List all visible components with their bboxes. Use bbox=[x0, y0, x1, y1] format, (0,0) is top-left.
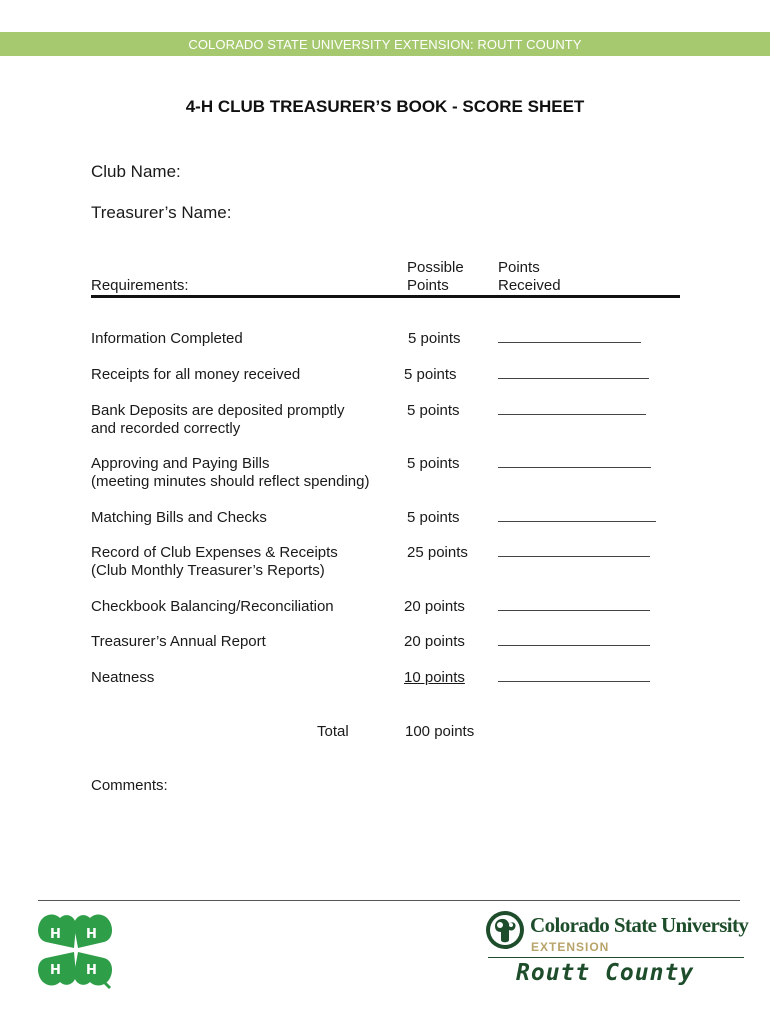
points-received-blank[interactable] bbox=[498, 645, 650, 646]
points-received-blank[interactable] bbox=[498, 378, 649, 379]
total-label: Total bbox=[317, 723, 349, 740]
possible-points-value: 10 points bbox=[404, 669, 465, 686]
page-title: 4-H CLUB TREASURER’S BOOK - SCORE SHEET bbox=[185, 97, 585, 116]
points-received-blank[interactable] bbox=[498, 342, 641, 343]
requirements-header: Requirements: bbox=[91, 277, 189, 294]
possible-points-header bbox=[407, 259, 464, 295]
csu-wordmark: Colorado State University bbox=[530, 913, 749, 937]
possible-points-value: 20 points bbox=[404, 598, 465, 615]
points-received-blank[interactable] bbox=[498, 556, 650, 557]
points-received-header-line2: Received bbox=[498, 277, 561, 294]
possible-points-header-line2: Points bbox=[407, 277, 449, 294]
points-received-blank[interactable] bbox=[498, 521, 656, 522]
requirement-label: Neatness bbox=[91, 669, 155, 686]
possible-points-value: 25 points bbox=[407, 544, 468, 561]
svg-text:H: H bbox=[50, 927, 61, 942]
possible-points-value: 20 points bbox=[404, 633, 465, 650]
svg-text:H: H bbox=[86, 963, 97, 978]
header-banner: COLORADO STATE UNIVERSITY EXTENSION: ROUTT COUNTY bbox=[0, 32, 770, 56]
possible-points-header-line1: Possible bbox=[407, 259, 464, 276]
requirement-label: Treasurer’s Annual Report bbox=[91, 633, 266, 650]
requirement-label: Matching Bills and Checks bbox=[91, 509, 267, 526]
requirement-label-line1: Record of Club Expenses & Receipts bbox=[91, 544, 338, 561]
requirement-label-line2: and recorded correctly bbox=[91, 420, 241, 437]
csu-divider bbox=[488, 957, 744, 958]
comments-label: Comments: bbox=[91, 777, 168, 794]
points-received-blank[interactable] bbox=[498, 610, 650, 611]
points-received-header bbox=[498, 259, 561, 295]
4h-clover-logo bbox=[36, 912, 114, 990]
points-received-blank[interactable] bbox=[498, 467, 651, 468]
possible-points-value: 5 points bbox=[407, 509, 460, 526]
points-received-blank[interactable] bbox=[498, 414, 646, 415]
requirement-label bbox=[91, 402, 391, 438]
requirement-label-line2: (Club Monthly Treasurer’s Reports) bbox=[91, 562, 325, 579]
requirement-label: Information Completed bbox=[91, 330, 243, 347]
possible-points-value: 5 points bbox=[407, 402, 460, 419]
requirement-label bbox=[91, 455, 411, 491]
requirement-label bbox=[91, 544, 391, 580]
possible-points-value: 5 points bbox=[408, 330, 461, 347]
possible-points-value: 5 points bbox=[407, 455, 460, 472]
footer-divider bbox=[38, 900, 740, 901]
possible-points-value: 5 points bbox=[404, 366, 457, 383]
points-received-header-line1: Points bbox=[498, 259, 540, 276]
points-received-blank[interactable] bbox=[498, 681, 650, 682]
requirement-label: Checkbook Balancing/Reconciliation bbox=[91, 598, 334, 615]
total-value: 100 points bbox=[405, 723, 475, 740]
requirement-label: Receipts for all money received bbox=[91, 366, 301, 383]
requirement-label-line1: Approving and Paying Bills bbox=[91, 455, 270, 472]
svg-text:H: H bbox=[50, 963, 61, 978]
csu-ram-logo bbox=[485, 910, 525, 950]
requirement-label-line1: Bank Deposits are deposited promptly bbox=[91, 402, 345, 419]
csu-extension-label: EXTENSION bbox=[531, 940, 610, 954]
county-name: Routt County bbox=[516, 960, 695, 986]
svg-text:H: H bbox=[86, 927, 97, 942]
club-name-label: Club Name: bbox=[91, 162, 181, 181]
requirement-label-line2: (meeting minutes should reflect spending) bbox=[91, 473, 370, 490]
treasurer-name-label: Treasurer’s Name: bbox=[91, 203, 232, 222]
header-divider bbox=[91, 295, 680, 298]
